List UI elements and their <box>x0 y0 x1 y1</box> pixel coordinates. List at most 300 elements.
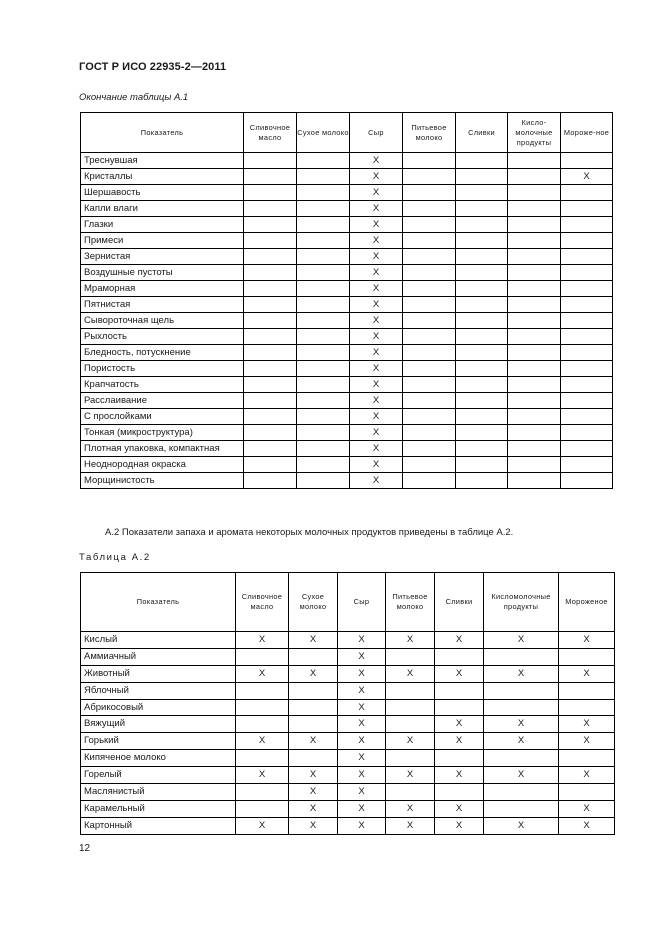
table-row <box>81 185 613 201</box>
applicability-mark: X <box>435 665 484 682</box>
applicability-mark <box>561 185 613 201</box>
applicability-mark <box>297 425 350 441</box>
applicability-mark <box>561 361 613 377</box>
applicability-mark <box>297 217 350 233</box>
applicability-mark <box>508 425 561 441</box>
table-row <box>81 153 613 169</box>
applicability-mark <box>508 281 561 297</box>
applicability-mark: X <box>338 632 386 649</box>
table1-column-header: Сухое молоко <box>297 113 350 153</box>
applicability-mark <box>456 217 508 233</box>
applicability-mark <box>508 441 561 457</box>
applicability-mark: X <box>350 457 403 473</box>
applicability-mark <box>484 800 559 817</box>
table-row <box>81 682 615 699</box>
applicability-mark <box>403 265 456 281</box>
indicator-name: Яблочный <box>81 682 236 699</box>
table-row <box>81 361 613 377</box>
table-a1-continuation <box>80 112 613 489</box>
table-row <box>81 648 615 665</box>
table-row <box>81 750 615 767</box>
table1-column-header: Мороже-ное <box>561 113 613 153</box>
applicability-mark <box>244 393 297 409</box>
applicability-mark <box>297 473 350 489</box>
table1-column-header: Сливки <box>456 113 508 153</box>
applicability-mark <box>456 377 508 393</box>
applicability-mark: X <box>289 632 338 649</box>
applicability-mark: X <box>289 733 338 750</box>
table-row <box>81 699 615 716</box>
applicability-mark <box>236 750 289 767</box>
applicability-mark <box>244 297 297 313</box>
applicability-mark: X <box>386 733 435 750</box>
table-row <box>81 632 615 649</box>
applicability-mark: X <box>350 233 403 249</box>
applicability-mark <box>297 393 350 409</box>
applicability-mark: X <box>484 817 559 834</box>
table1-header-row <box>81 113 613 153</box>
applicability-mark: X <box>338 648 386 665</box>
applicability-mark <box>244 457 297 473</box>
table2-header-row <box>81 573 615 632</box>
applicability-mark <box>508 185 561 201</box>
applicability-mark: X <box>350 473 403 489</box>
indicator-name: Неоднородная окраска <box>81 457 244 473</box>
applicability-mark <box>456 281 508 297</box>
applicability-mark <box>559 784 615 801</box>
table-row <box>81 377 613 393</box>
table2-column-header: Сливки <box>435 573 484 632</box>
table2-column-header: Кисломолочные продукты <box>484 573 559 632</box>
applicability-mark: X <box>386 665 435 682</box>
applicability-mark <box>456 329 508 345</box>
table2-column-header: Сыр <box>338 573 386 632</box>
applicability-mark: X <box>350 169 403 185</box>
applicability-mark <box>244 217 297 233</box>
applicability-mark <box>484 648 559 665</box>
applicability-mark <box>244 441 297 457</box>
table-row <box>81 817 615 834</box>
applicability-mark <box>244 361 297 377</box>
indicator-name: Капли влаги <box>81 201 244 217</box>
table-row <box>81 249 613 265</box>
applicability-mark <box>236 682 289 699</box>
table2-column-header: Сухое молоко <box>289 573 338 632</box>
applicability-mark <box>244 473 297 489</box>
applicability-mark <box>297 361 350 377</box>
applicability-mark: X <box>350 377 403 393</box>
indicator-name: Примеси <box>81 233 244 249</box>
applicability-mark <box>561 377 613 393</box>
table-row <box>81 441 613 457</box>
applicability-mark <box>559 682 615 699</box>
table-row <box>81 665 615 682</box>
applicability-mark: X <box>338 733 386 750</box>
applicability-mark <box>561 217 613 233</box>
applicability-mark <box>297 441 350 457</box>
applicability-mark <box>403 313 456 329</box>
page-number: 12 <box>79 843 91 854</box>
applicability-mark <box>456 473 508 489</box>
applicability-mark <box>297 409 350 425</box>
table2-column-header: Сливочное масло <box>236 573 289 632</box>
applicability-mark <box>297 265 350 281</box>
applicability-mark <box>403 409 456 425</box>
table-row <box>81 767 615 784</box>
applicability-mark <box>559 699 615 716</box>
applicability-mark <box>561 441 613 457</box>
applicability-mark <box>244 409 297 425</box>
applicability-mark: X <box>484 665 559 682</box>
document-title: ГОСТ Р ИСО 22935-2—2011 <box>79 61 227 73</box>
applicability-mark <box>403 249 456 265</box>
applicability-mark <box>456 297 508 313</box>
applicability-mark <box>386 648 435 665</box>
applicability-mark <box>403 169 456 185</box>
applicability-mark: X <box>484 767 559 784</box>
applicability-mark: X <box>350 185 403 201</box>
table1-column-header: Питьевое молоко <box>403 113 456 153</box>
applicability-mark <box>508 361 561 377</box>
applicability-mark: X <box>338 665 386 682</box>
applicability-mark <box>244 169 297 185</box>
table1-column-header: Кисло-молочные продукты <box>508 113 561 153</box>
table-row <box>81 425 613 441</box>
applicability-mark <box>297 233 350 249</box>
applicability-mark <box>403 153 456 169</box>
applicability-mark <box>386 784 435 801</box>
applicability-mark: X <box>386 632 435 649</box>
applicability-mark <box>403 329 456 345</box>
table-row <box>81 457 613 473</box>
table-row <box>81 800 615 817</box>
applicability-mark <box>403 281 456 297</box>
applicability-mark <box>508 393 561 409</box>
indicator-name: Абрикосовый <box>81 699 236 716</box>
indicator-name: Сывороточная щель <box>81 313 244 329</box>
applicability-mark <box>236 800 289 817</box>
indicator-name: Расслаивание <box>81 393 244 409</box>
indicator-name: Горький <box>81 733 236 750</box>
applicability-mark <box>297 153 350 169</box>
applicability-mark <box>456 345 508 361</box>
table1-column-header: Сливочное масло <box>244 113 297 153</box>
applicability-mark <box>289 682 338 699</box>
indicator-name: Карамельный <box>81 800 236 817</box>
applicability-mark <box>456 169 508 185</box>
applicability-mark: X <box>236 665 289 682</box>
applicability-mark <box>484 784 559 801</box>
applicability-mark: X <box>338 767 386 784</box>
applicability-mark <box>561 425 613 441</box>
applicability-mark <box>456 457 508 473</box>
applicability-mark <box>508 249 561 265</box>
applicability-mark <box>297 313 350 329</box>
indicator-name: Морщинистость <box>81 473 244 489</box>
applicability-mark: X <box>350 217 403 233</box>
applicability-mark <box>403 425 456 441</box>
indicator-name: Шершавость <box>81 185 244 201</box>
applicability-mark: X <box>350 441 403 457</box>
applicability-mark: X <box>338 817 386 834</box>
applicability-mark <box>456 185 508 201</box>
applicability-mark <box>561 329 613 345</box>
applicability-mark: X <box>236 632 289 649</box>
applicability-mark <box>561 249 613 265</box>
applicability-mark <box>289 716 338 733</box>
applicability-mark <box>403 441 456 457</box>
applicability-mark <box>244 377 297 393</box>
applicability-mark <box>561 201 613 217</box>
applicability-mark: X <box>338 750 386 767</box>
table2-column-header: Показатель <box>81 573 236 632</box>
applicability-mark <box>386 699 435 716</box>
applicability-mark: X <box>386 767 435 784</box>
table-row <box>81 393 613 409</box>
table-row <box>81 473 613 489</box>
table-row <box>81 233 613 249</box>
table-row <box>81 265 613 281</box>
applicability-mark <box>435 648 484 665</box>
applicability-mark <box>403 361 456 377</box>
applicability-mark: X <box>435 716 484 733</box>
applicability-mark: X <box>561 169 613 185</box>
applicability-mark <box>236 648 289 665</box>
applicability-mark <box>456 313 508 329</box>
applicability-mark <box>456 233 508 249</box>
applicability-mark <box>435 699 484 716</box>
applicability-mark: X <box>559 716 615 733</box>
applicability-mark <box>244 249 297 265</box>
applicability-mark <box>456 425 508 441</box>
applicability-mark: X <box>350 393 403 409</box>
applicability-mark <box>456 153 508 169</box>
indicator-name: Пористость <box>81 361 244 377</box>
table-row <box>81 345 613 361</box>
applicability-mark: X <box>484 632 559 649</box>
indicator-name: Крапчатость <box>81 377 244 393</box>
indicator-name: Бледность, потускнение <box>81 345 244 361</box>
applicability-mark <box>456 265 508 281</box>
applicability-mark <box>297 297 350 313</box>
applicability-mark <box>403 185 456 201</box>
applicability-mark: X <box>289 665 338 682</box>
applicability-mark <box>561 313 613 329</box>
applicability-mark <box>456 201 508 217</box>
applicability-mark <box>561 281 613 297</box>
applicability-mark <box>561 153 613 169</box>
applicability-mark <box>297 345 350 361</box>
applicability-mark: X <box>350 201 403 217</box>
table-row <box>81 217 613 233</box>
applicability-mark <box>297 281 350 297</box>
applicability-mark <box>244 425 297 441</box>
applicability-mark <box>456 361 508 377</box>
applicability-mark <box>508 153 561 169</box>
applicability-mark <box>559 648 615 665</box>
indicator-name: Воздушные пустоты <box>81 265 244 281</box>
applicability-mark <box>403 473 456 489</box>
indicator-name: Маслянистый <box>81 784 236 801</box>
applicability-mark <box>403 377 456 393</box>
applicability-mark <box>289 648 338 665</box>
applicability-mark <box>508 169 561 185</box>
applicability-mark <box>244 233 297 249</box>
applicability-mark: X <box>338 800 386 817</box>
applicability-mark <box>297 169 350 185</box>
applicability-mark: X <box>350 313 403 329</box>
applicability-mark: X <box>435 800 484 817</box>
applicability-mark: X <box>338 682 386 699</box>
applicability-mark <box>508 345 561 361</box>
indicator-name: Кристаллы <box>81 169 244 185</box>
applicability-mark <box>456 441 508 457</box>
applicability-mark <box>403 217 456 233</box>
applicability-mark <box>403 233 456 249</box>
indicator-name: Треснувшая <box>81 153 244 169</box>
applicability-mark: X <box>386 817 435 834</box>
applicability-mark: X <box>484 733 559 750</box>
table1-body <box>81 153 613 489</box>
applicability-mark <box>561 345 613 361</box>
applicability-mark <box>386 750 435 767</box>
applicability-mark: X <box>559 767 615 784</box>
applicability-mark <box>244 201 297 217</box>
applicability-mark <box>435 750 484 767</box>
applicability-mark: X <box>350 345 403 361</box>
applicability-mark: X <box>350 409 403 425</box>
applicability-mark <box>289 699 338 716</box>
applicability-mark <box>403 345 456 361</box>
applicability-mark <box>508 313 561 329</box>
applicability-mark: X <box>350 281 403 297</box>
table-a2 <box>80 572 615 835</box>
applicability-mark: X <box>350 361 403 377</box>
applicability-mark: X <box>559 733 615 750</box>
table-row <box>81 201 613 217</box>
applicability-mark <box>484 699 559 716</box>
indicator-name: Аммиачный <box>81 648 236 665</box>
applicability-mark: X <box>236 817 289 834</box>
applicability-mark <box>403 201 456 217</box>
applicability-mark <box>561 409 613 425</box>
applicability-mark <box>236 716 289 733</box>
indicator-name: Тонкая (микроструктура) <box>81 425 244 441</box>
section-a2-paragraph: А.2 Показатели запаха и аромата некоторых молочных продуктов приведены в таблице А.2. <box>105 527 514 538</box>
applicability-mark: X <box>559 632 615 649</box>
applicability-mark <box>236 784 289 801</box>
applicability-mark <box>244 153 297 169</box>
applicability-mark: X <box>435 632 484 649</box>
applicability-mark <box>508 297 561 313</box>
applicability-mark <box>508 409 561 425</box>
applicability-mark <box>297 249 350 265</box>
applicability-mark: X <box>289 767 338 784</box>
applicability-mark <box>297 377 350 393</box>
table-row <box>81 733 615 750</box>
applicability-mark: X <box>559 817 615 834</box>
applicability-mark: X <box>338 699 386 716</box>
applicability-mark <box>244 185 297 201</box>
applicability-mark: X <box>338 784 386 801</box>
applicability-mark <box>561 265 613 281</box>
indicator-name: С прослойками <box>81 409 244 425</box>
applicability-mark: X <box>435 733 484 750</box>
applicability-mark <box>508 329 561 345</box>
applicability-mark <box>561 393 613 409</box>
table2-column-header: Мороженое <box>559 573 615 632</box>
applicability-mark: X <box>484 716 559 733</box>
applicability-mark <box>297 457 350 473</box>
applicability-mark <box>297 329 350 345</box>
applicability-mark <box>289 750 338 767</box>
applicability-mark: X <box>350 297 403 313</box>
table2-body <box>81 632 615 835</box>
applicability-mark <box>244 313 297 329</box>
applicability-mark <box>561 233 613 249</box>
indicator-name: Вяжущий <box>81 716 236 733</box>
applicability-mark <box>244 329 297 345</box>
applicability-mark <box>297 201 350 217</box>
applicability-mark <box>244 281 297 297</box>
applicability-mark: X <box>350 265 403 281</box>
applicability-mark: X <box>386 800 435 817</box>
applicability-mark: X <box>289 784 338 801</box>
indicator-name: Глазки <box>81 217 244 233</box>
applicability-mark <box>561 457 613 473</box>
applicability-mark: X <box>338 716 386 733</box>
table-row <box>81 716 615 733</box>
applicability-mark <box>456 249 508 265</box>
indicator-name: Животный <box>81 665 236 682</box>
applicability-mark <box>386 682 435 699</box>
applicability-mark: X <box>350 329 403 345</box>
table-row <box>81 297 613 313</box>
applicability-mark: X <box>559 665 615 682</box>
applicability-mark: X <box>435 767 484 784</box>
table-row <box>81 169 613 185</box>
applicability-mark <box>386 716 435 733</box>
indicator-name: Рыхлость <box>81 329 244 345</box>
applicability-mark: X <box>289 817 338 834</box>
table-row <box>81 409 613 425</box>
applicability-mark <box>508 377 561 393</box>
applicability-mark <box>508 473 561 489</box>
applicability-mark: X <box>559 800 615 817</box>
indicator-name: Пятнистая <box>81 297 244 313</box>
applicability-mark <box>435 784 484 801</box>
table-row <box>81 313 613 329</box>
applicability-mark <box>508 201 561 217</box>
table-row <box>81 784 615 801</box>
applicability-mark <box>508 217 561 233</box>
indicator-name: Картонный <box>81 817 236 834</box>
applicability-mark <box>456 409 508 425</box>
table1-caption: Окончание таблицы А.1 <box>79 92 189 103</box>
applicability-mark <box>435 682 484 699</box>
indicator-name: Горелый <box>81 767 236 784</box>
indicator-name: Кипяченое молоко <box>81 750 236 767</box>
table-row <box>81 281 613 297</box>
table2-caption: Таблица А.2 <box>79 552 151 563</box>
applicability-mark <box>484 750 559 767</box>
indicator-name: Мраморная <box>81 281 244 297</box>
indicator-name: Кислый <box>81 632 236 649</box>
applicability-mark <box>244 345 297 361</box>
table2-column-header: Питьевое молоко <box>386 573 435 632</box>
applicability-mark <box>559 750 615 767</box>
applicability-mark <box>484 682 559 699</box>
